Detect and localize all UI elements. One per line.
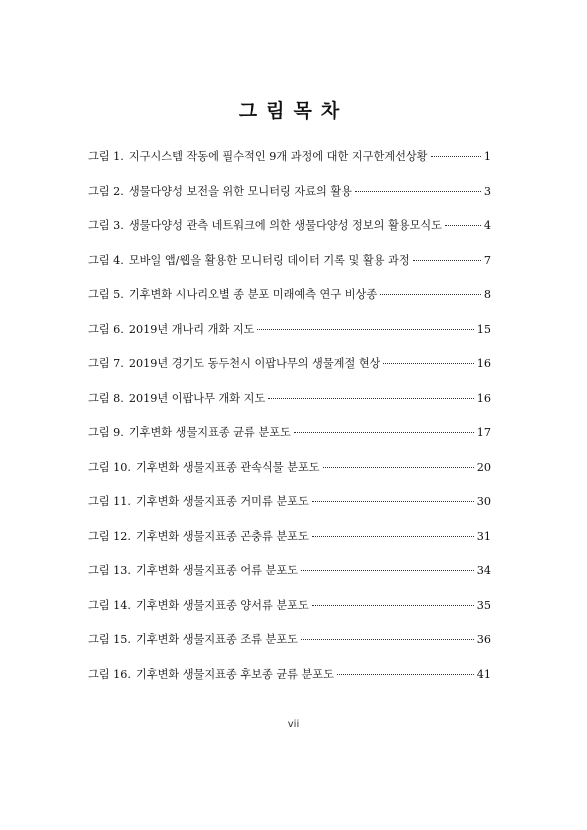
figure-number: 그림 1. [88,150,124,163]
dot-leader [445,225,481,226]
page-number: 16 [476,357,491,370]
dot-leader [323,467,474,468]
figure-number: 그림 15. [88,633,131,646]
page-number: 16 [476,391,491,405]
page-number: 17 [476,426,491,439]
figure-caption: 기후변화 생물지표종 관속식물 분포도 [135,460,320,474]
figure-number: 그림 16. [88,667,131,681]
figure-caption: 기후변화 생물지표종 양서류 분포도 [135,598,309,612]
toc-entry[interactable] [88,623,491,658]
page-number: 20 [476,460,491,474]
toc-entry[interactable] [88,244,491,279]
page-number: 35 [476,598,491,612]
dot-leader [431,156,481,157]
page-number: 36 [476,633,491,646]
dot-leader [301,570,474,571]
figure-caption: 2019년 이팝나무 개화 지도 [128,391,266,405]
figure-caption: 2019년 개나리 개화 지도 [128,322,255,336]
page-title: 그림목차 [238,100,349,122]
dot-leader [337,674,474,675]
figure-list [88,140,491,692]
toc-entry[interactable] [88,485,491,520]
figure-caption: 지구시스템 작동에 필수적인 9개 과정에 대한 지구한계선상황 [128,150,428,163]
figure-number: 그림 4. [88,253,124,267]
figure-number: 그림 2. [88,184,124,198]
page-footer-number: vii [287,719,300,730]
dot-leader [312,536,474,537]
toc-entry[interactable] [88,658,491,693]
page-number: 30 [476,495,491,508]
dot-leader [301,639,474,640]
figure-number: 그림 5. [88,288,124,301]
toc-entry[interactable] [88,347,491,382]
page-number: 7 [483,253,491,267]
dot-leader [294,432,474,433]
page-number: 31 [476,529,491,543]
figure-number: 그림 12. [88,529,131,543]
toc-entry[interactable] [88,416,491,451]
toc-entry[interactable] [88,175,491,210]
figure-caption: 모바일 앱/웹을 활용한 모니터링 데이터 기록 및 활용 과정 [128,253,410,267]
figure-number: 그림 11. [88,495,131,508]
figure-number: 그림 7. [88,357,124,370]
toc-entry[interactable] [88,520,491,555]
dot-leader [355,191,481,192]
figure-caption: 기후변화 생물지표종 곤충류 분포도 [135,529,309,543]
figure-number: 그림 13. [88,564,131,577]
dot-leader [413,260,481,261]
figure-number: 그림 9. [88,426,124,439]
page-number: 41 [476,667,491,681]
page-number: 8 [483,288,491,301]
figure-number: 그림 8. [88,391,124,405]
figure-number: 그림 14. [88,598,131,612]
figure-number: 그림 6. [88,322,124,336]
dot-leader [383,363,473,364]
dot-leader [312,501,474,502]
dot-leader [380,294,481,295]
page-number: 4 [483,219,491,232]
figure-number: 그림 10. [88,460,131,474]
toc-entry[interactable] [88,451,491,486]
figure-caption: 생물다양성 보전을 위한 모니터링 자료의 활용 [128,184,352,198]
toc-entry[interactable] [88,278,491,313]
dot-leader [268,398,473,399]
toc-entry[interactable] [88,589,491,624]
toc-entry[interactable] [88,313,491,348]
toc-entry[interactable] [88,554,491,589]
toc-entry[interactable] [88,382,491,417]
page-number: 34 [476,564,491,577]
dot-leader [257,329,473,330]
figure-caption: 생물다양성 관측 네트워크에 의한 생물다양성 정보의 활용모식도 [128,219,442,232]
figure-caption: 기후변화 생물지표종 거미류 분포도 [135,495,309,508]
toc-entry[interactable] [88,140,491,175]
figure-caption: 기후변화 시나리오별 종 분포 미래예측 연구 비상종 [128,288,378,301]
page-number: 15 [476,322,491,336]
page-number: 3 [483,184,491,198]
toc-entry[interactable] [88,209,491,244]
dot-leader [312,605,474,606]
figure-caption: 2019년 경기도 동두천시 이팝나무의 생물계절 현상 [128,357,381,370]
figure-number: 그림 3. [88,219,124,232]
figure-caption: 기후변화 생물지표종 조류 분포도 [135,633,298,646]
figure-caption: 기후변화 생물지표종 균류 분포도 [128,426,291,439]
figure-caption: 기후변화 생물지표종 후보종 균류 분포도 [135,667,334,681]
figure-caption: 기후변화 생물지표종 어류 분포도 [135,564,298,577]
page-number: 1 [483,150,491,163]
